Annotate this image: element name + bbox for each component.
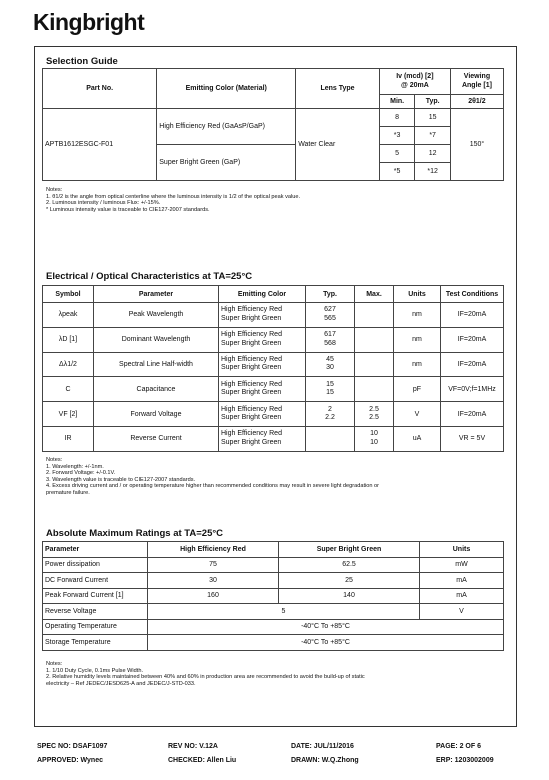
col-emitting-color: Emitting Color (Material) [157,69,296,109]
value-units: V [420,604,504,620]
angle-label: Viewing [463,73,491,80]
color-green: Super Bright Green (GaP) [157,145,296,181]
col-typ: Typ. [415,95,451,109]
condition-cell: VF=0V;f=1MHz [441,377,504,402]
typ-cell [306,327,355,352]
col-min: Min. [379,95,415,109]
value-sbg: 140 [279,588,420,604]
col-iv [379,69,450,95]
color-cell [219,352,306,377]
color-line: High Efficiency Red [221,306,282,314]
color-line: High Efficiency Red [221,331,282,339]
value-her: 75 [148,557,279,573]
col-sbg: Super Bright Green [279,542,420,558]
symbol-cell: VF [2] [43,402,94,427]
typ-line: 568 [324,339,336,347]
absolute-table [42,541,504,651]
value-her: 160 [148,588,279,604]
condition-cell: VR = 5V [441,426,504,451]
typ-cell [306,402,355,427]
drawn-by: DRAWN: W.Q.Zhong [291,757,359,764]
value-operating-temp: -40°C To +85°C [148,619,504,635]
param-dc-current: DC Forward Current [43,573,148,589]
selection-notes: Notes: 1. θ1/2 is the angle from optical centerline where the luminous intensity is 1/2 of the optical peak value. 2. Luminous intensity / luminous Flux: +/-15%. * Luminous intensity value is traceable to CIE127-2007 standards. [46,187,301,213]
color-cell [219,303,306,328]
max-line: 2.5 [369,405,379,413]
typ-cell [306,377,355,402]
typ-line: 30 [326,364,334,372]
col-test-conditions: Test Conditions [441,286,504,303]
parameter-cell: Forward Voltage [94,402,219,427]
max-cell [355,352,394,377]
electrical-notes: Notes: 1. Wavelength: +/-1nm. 2. Forward Voltage: +/-0.1V. 3. Wavelength value is traceable to CIE127-2007 standards. 4. Excess driving current and / or operating temperature higher than recommended conditions may result in severe light degradation or premature failure. [46,457,380,496]
typ-line: 15 [326,380,334,388]
typ-cell [306,352,355,377]
typ-line: 15 [326,389,334,397]
max-line: 10 [370,438,378,446]
page-number: PAGE: 2 OF 6 [436,743,481,750]
condition-cell: IF=20mA [441,303,504,328]
erp-number: ERP: 1203002009 [436,757,494,764]
absolute-title: Absolute Maximum Ratings at TA=25°C [46,528,224,539]
typ-line: 627 [324,306,336,314]
angle-label-2: Angle [1] [461,81,492,89]
typ-line: 565 [324,314,336,322]
electrical-title: Electrical / Optical Characteristics at TA=25°C [46,271,253,282]
color-line: High Efficiency Red [221,380,282,388]
condition-cell: IF=20mA [441,327,504,352]
color-line: Super Bright Green [221,389,282,397]
approved-by: APPROVED: Wynec [37,757,103,764]
iv-typ: 15 [415,109,451,127]
units-cell: pF [394,377,441,402]
color-red: High Efficiency Red (GaAsP/GaP) [157,109,296,145]
selection-title: Selection Guide [46,56,118,67]
value-storage-temp: -40°C To +85°C [148,635,504,651]
col-units: Units [420,542,504,558]
viewing-angle: 150° [450,109,503,181]
condition-cell: IF=20mA [441,352,504,377]
spec-no: SPEC NO: DSAF1097 [37,743,108,750]
units-cell: nm [394,352,441,377]
lens-type: Water Clear [296,109,380,181]
value-reverse-voltage: 5 [148,604,420,620]
color-line: High Efficiency Red [221,405,282,413]
color-line: High Efficiency Red [221,355,282,363]
color-cell [219,327,306,352]
col-part-no: Part No. [43,69,157,109]
parameter-cell: Peak Wavelength [94,303,219,328]
col-max: Max. [355,286,394,303]
rev-no: REV NO: V.12A [168,743,218,750]
color-cell [219,402,306,427]
typ-line: 2.2 [325,414,335,422]
max-cell [355,303,394,328]
parameter-cell: Reverse Current [94,426,219,451]
typ-line: 2 [328,405,332,413]
iv-typ: 12 [415,145,451,163]
symbol-cell: λpeak [43,303,94,328]
color-line: Super Bright Green [221,339,282,347]
value-her: 30 [148,573,279,589]
col-lens-type: Lens Type [296,69,380,109]
typ-line: 617 [324,331,336,339]
parameter-cell: Spectral Line Half-width [94,352,219,377]
units-cell: nm [394,303,441,328]
iv-min: 8 [379,109,415,127]
param-reverse-voltage: Reverse Voltage [43,604,148,620]
table-row [43,426,504,451]
max-cell [355,377,394,402]
symbol-cell: C [43,377,94,402]
iv-cond: @ 20mA [400,81,429,89]
table-row [43,327,504,352]
max-cell [355,327,394,352]
col-parameter: Parameter [43,542,148,558]
color-line: Super Bright Green [221,414,282,422]
color-cell [219,426,306,451]
max-line: 10 [370,430,378,438]
param-peak-current: Peak Forward Current [1] [43,588,148,604]
value-units: mW [420,557,504,573]
param-operating-temp: Operating Temperature [43,619,148,635]
max-cell [355,402,394,427]
param-power: Power dissipation [43,557,148,573]
iv-typ: *12 [415,163,451,181]
color-line: Super Bright Green [221,364,282,372]
electrical-table [42,285,504,452]
units-cell: V [394,402,441,427]
table-row [43,377,504,402]
condition-cell: IF=20mA [441,402,504,427]
value-units: mA [420,573,504,589]
color-cell [219,377,306,402]
value-sbg: 62.5 [279,557,420,573]
brand-logo: Kingbright [33,9,145,35]
value-sbg: 25 [279,573,420,589]
symbol-cell: λD [1] [43,327,94,352]
checked-by: CHECKED: Allen Liu [168,757,237,764]
iv-min: *5 [379,163,415,181]
param-storage-temp: Storage Temperature [43,635,148,651]
col-symbol: Symbol [43,286,94,303]
color-line: High Efficiency Red [221,430,282,438]
col-typ: Typ. [306,286,355,303]
iv-label: Iv (mcd) [2] [396,73,434,80]
units-cell: nm [394,327,441,352]
max-cell [355,426,394,451]
table-row [43,303,504,328]
table-row [43,352,504,377]
iv-min: 5 [379,145,415,163]
symbol-cell: Δλ1/2 [43,352,94,377]
col-units: Units [394,286,441,303]
col-viewing-angle [450,69,503,95]
col-half-angle: 2θ1/2 [450,95,503,109]
typ-line: 45 [326,355,334,363]
typ-cell [306,303,355,328]
iv-typ: *7 [415,127,451,145]
absolute-notes: Notes: 1. 1/10 Duty Cycle, 0.1ms Pulse Width. 2. Relative humidity levels maintained between 40% and 60% in production area are recommended to avoid the build-up of static electricity – Ref JEDEC/JESD625-A and JEDEC/J-STD-033. [46,661,365,687]
max-line: 2.5 [369,414,379,422]
units-cell: uA [394,426,441,451]
col-emitting-color: Emitting Color [219,286,306,303]
parameter-cell: Capacitance [94,377,219,402]
iv-min: *3 [379,127,415,145]
symbol-cell: IR [43,426,94,451]
col-parameter: Parameter [94,286,219,303]
col-her: High Efficiency Red [148,542,279,558]
value-units: mA [420,588,504,604]
selection-table [42,68,504,181]
typ-cell [306,426,355,451]
color-line: Super Bright Green [221,438,282,446]
parameter-cell: Dominant Wavelength [94,327,219,352]
color-line: Super Bright Green [221,314,282,322]
table-row [43,402,504,427]
part-number: APTB1612ESGC-F01 [43,109,157,181]
date: DATE: JUL/11/2016 [291,743,354,750]
